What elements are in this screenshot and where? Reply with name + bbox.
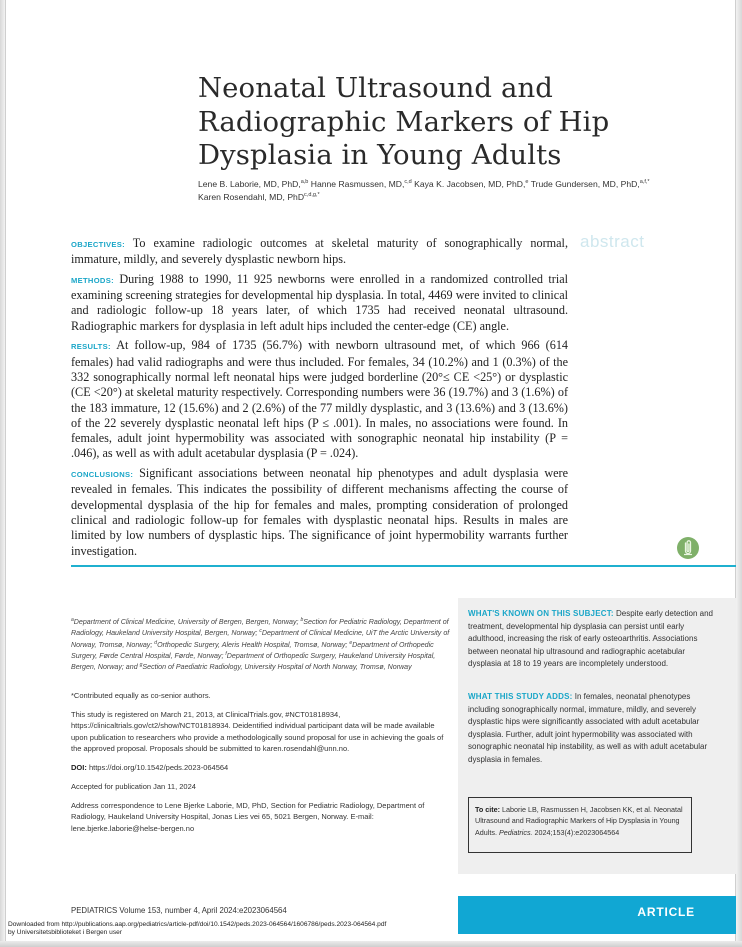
affil-sup: f xyxy=(225,650,227,657)
section-label: RESULTS: xyxy=(71,342,111,352)
cite-text-end: 2024;153(4):e2023064564 xyxy=(532,827,620,837)
journal-footer: PEDIATRICS Volume 153, number 4, April 2024:e2023064564 xyxy=(71,906,287,915)
correspondence-note: Address correspondence to Lene Bjerke Laborie, MD, PhD, Section for Pediatric Radiology, Department of Radiology, Haukeland University Hospital, Jonas Lies vei 65, 5021 Bergen, Norway. E-mail: lene.bjerke.laborie@helse-bergen.no xyxy=(71,800,425,833)
author-affil-sup: a,f,* xyxy=(639,179,650,185)
study-adds-label: WHAT THIS STUDY ADDS: xyxy=(468,692,573,701)
abstract-tag: abstract xyxy=(580,232,645,251)
whats-known-label: WHAT'S KNOWN ON THIS SUBJECT: xyxy=(468,609,614,618)
download-note xyxy=(8,921,458,936)
abstract-methods xyxy=(71,272,568,334)
author: Hanne Rasmussen, MD, xyxy=(310,179,405,189)
title-line: Neonatal Ultrasound and xyxy=(198,72,553,104)
study-adds-text: In females, neonatal phenotypes including sonographically normal, immature, mildly, and severely dysplastic hips were significantly associated with adult acetabular dysplasia. Further, adult joint hypermobility was associated with sonographic neonatal hip instability, as well as with adult acetabular dysplasia in females. xyxy=(468,692,708,764)
study-adds-section xyxy=(468,691,718,767)
cosenior-note: *Contributed equally as co-senior authors. xyxy=(71,691,211,700)
accepted-note: Accepted for publication Jan 11, 2024 xyxy=(71,781,196,791)
affiliation: Department of Clinical Medicine, UiT the Arctic University of Norway, Tromsø, Norway; xyxy=(71,629,450,649)
registration-note: This study is registered on March 21, 2013, at ClinicalTrials.gov, #NCT01818934, https://clinicaltrials.gov/ct2/show/NCT01818934. Deidentified individual participant data will be made available upon publication to researchers who provide a methodologically sound proposal for use in achieving the goals of the approved proposal. Proposals should be submitted to karen.rosendahl@unn.no. xyxy=(71,709,444,754)
paperclip-icon[interactable] xyxy=(677,537,699,559)
download-line: by Universitetsbiblioteket i Bergen user xyxy=(8,928,122,936)
author: Lene B. Laborie, MD, PhD, xyxy=(198,179,301,189)
affil-sup: g xyxy=(139,662,143,669)
title-line: Dysplasia in Young Adults xyxy=(198,139,562,171)
section-label: METHODS: xyxy=(71,275,114,285)
section-label: CONCLUSIONS: xyxy=(71,470,134,480)
page-edge-bottom xyxy=(0,941,742,947)
affil-sup: e xyxy=(349,639,353,646)
doi-line xyxy=(71,762,451,773)
affil-sup: b xyxy=(300,617,304,623)
section-text: During 1988 to 1990, 11 925 newborns were enrolled in a randomized controlled trial examining screening strategies for developmental hip dysplasia. In total, 4469 were invited to clinical and radiologic follow-up 18 years later, of which 1735 had received neonatal ultrasound. Radiographic markers for dysplasia in left adult hips included the center-edge (CE) angle. xyxy=(71,271,568,333)
doi-link[interactable]: https://doi.org/10.1542/peds.2023-064564 xyxy=(88,763,229,773)
section-divider xyxy=(71,565,736,567)
affil-sup: c xyxy=(259,628,262,635)
abstract xyxy=(71,236,568,563)
whats-known-section xyxy=(468,608,718,671)
download-line[interactable]: Downloaded from http://publications.aap.org/pediatrics/article-pdf/doi/10.1542/peds.2023-064564/1606786/peds.2023-064564.pdf xyxy=(8,921,387,928)
affiliation: Orthopedic Surgery, Aleris Health Hospital, Tromsø, Norway; xyxy=(157,640,350,649)
page-edge-left xyxy=(0,0,6,947)
affiliations xyxy=(71,617,451,673)
author: Karen Rosendahl, MD, PhD xyxy=(198,192,305,202)
author-list xyxy=(198,178,718,204)
affil-sup: a xyxy=(71,617,74,623)
affiliation: Department of Clinical Medicine, University of Bergen, Bergen, Norway; xyxy=(73,618,301,626)
section-label: OBJECTIVES: xyxy=(71,240,125,249)
author: Trude Gundersen, MD, PhD, xyxy=(530,179,640,189)
author-affil-sup: c,d xyxy=(404,179,412,185)
doi-label: DOI: xyxy=(71,763,87,773)
section-text: To examine radiologic outcomes at skeletal maturity of sonographically normal, immature, mildly, and severely dysplastic newborn hips. xyxy=(71,236,568,267)
article-title xyxy=(198,72,718,173)
abstract-results xyxy=(71,338,568,461)
key-points-panel xyxy=(458,598,736,874)
cite-label: To cite: xyxy=(475,805,501,814)
author-affil-sup: c,d,g,* xyxy=(304,192,320,198)
affiliation: Section for Pediatric Radiology, Department of Radiology, Haukeland University Hospital, Bergen, Norway; xyxy=(71,618,449,638)
abstract-objectives xyxy=(71,236,568,268)
title-line: Radiographic Markers of Hip xyxy=(198,105,610,138)
section-text: At follow-up, 984 of 1735 (56.7%) with newborn ultrasound met, of which 966 (614 females) had valid radiographs and were thus included. For females, 34 (10.2%) and 1 (0.3%) of the 332 sonographically normal left neonatal hips were judged borderline (20°≤ CE <25°) or dysplastic (CE <20°) at skeletal maturity respectively. Corresponding numbers were 36 (19.7%) and 3 (1.6%) of the 183 immature, 12 (15.6%) and 2 (2.6%) of the 77 mildly dysplastic, and 3 (13.6%) and 3 (13.6%) of the 22 severely dysplastic neonatal left hips (P ≤ .001). In males, no associations were found. In females, adult joint hypermobility was associated with sonographic neonatal hip instability (P = .046), as well as with adult acetabular dysplasia (P = .024). xyxy=(71,338,569,461)
whats-known-text: Despite early detection and treatment, developmental hip dysplasia can persist until early adulthood, increasing the risk of early osteoarthritis. Associations between neonatal hip ultrasound and radiographic acetabular dysplasia at 18 to 19 years are incompletely understood. xyxy=(468,609,713,669)
affil-sup: d xyxy=(154,639,158,646)
section-text: Significant associations between neonatal hip phenotypes and adult dysplasia were revealed in females. This indicates the possibility of different mechanisms affecting the course of developmental dysplasia of the hip for females and males, prompting consideration of prolonged clinical and radiologic follow-up for females with dysplastic neonatal hips. Results in males are limited by low numbers of dysplastic hips. The significance of joint hypermobility warrants further investigation. xyxy=(71,466,568,558)
affiliation: Section of Paediatric Radiology, University Hospital of North Norway, Tromsø, Norway xyxy=(142,663,412,672)
citation-box xyxy=(468,797,692,853)
abstract-conclusions xyxy=(71,466,568,559)
article-type-banner xyxy=(458,896,736,934)
affiliation: Department of Orthopedic Surgery, Førde Central Hospital, Førde, Norway; xyxy=(71,640,434,660)
author-affil-sup: e xyxy=(525,179,529,185)
cite-journal: Pediatrics. xyxy=(498,827,533,837)
author: Kaya K. Jacobsen, MD, PhD, xyxy=(414,179,526,189)
cite-text: Laborie LB, Rasmussen H, Jacobsen KK, et al. Neonatal Ultrasound and Radiographic Markers of Hip Dysplasia in Young Adults. xyxy=(475,805,683,837)
scrollbar[interactable] xyxy=(735,0,742,947)
affiliation: Department of Orthopedic Surgery, Haukeland University Hospital, Bergen, Norway; and xyxy=(71,651,436,672)
author-affil-sup: a,b xyxy=(300,179,309,185)
article-type-label: ARTICLE xyxy=(637,905,695,919)
footnotes xyxy=(71,690,451,842)
